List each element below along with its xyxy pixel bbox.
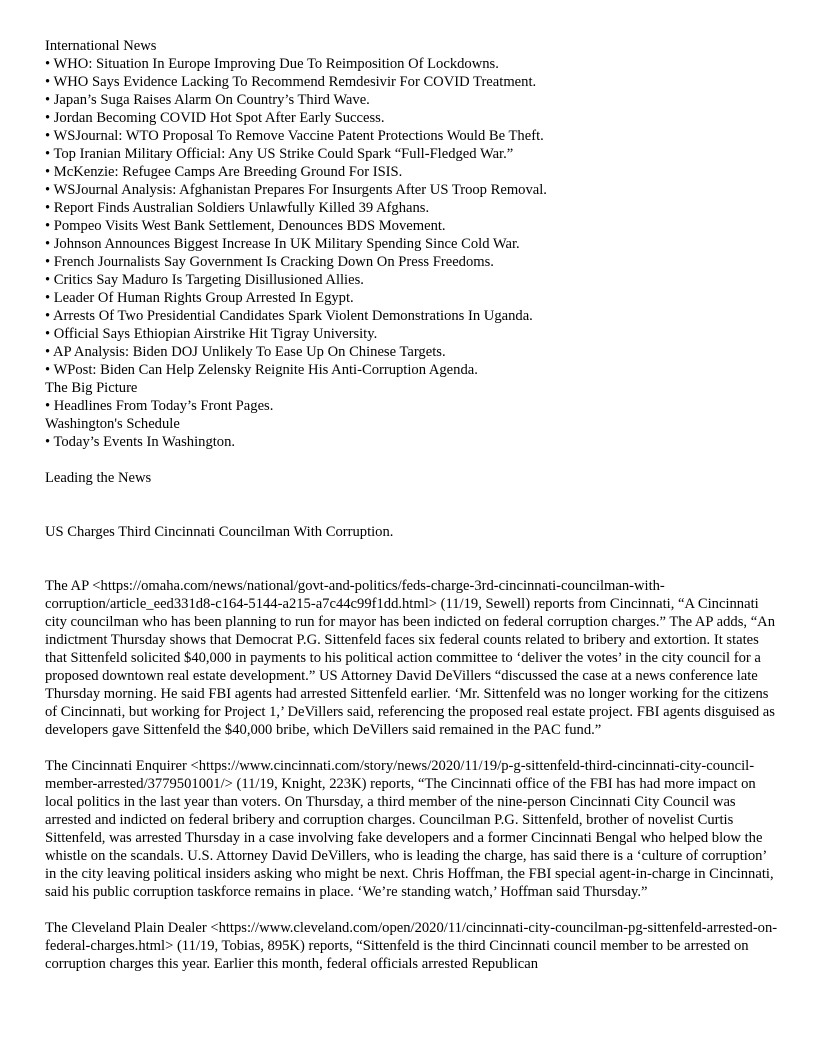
international-headline-list	[45, 55, 785, 379]
headline-item[interactable]: • McKenzie: Refugee Camps Are Breeding Ground For ISIS.	[45, 164, 403, 180]
section-heading-big-picture: The Big Picture	[45, 380, 138, 396]
headline-item[interactable]: • Headlines From Today’s Front Pages.	[45, 398, 274, 414]
headline-item[interactable]: • WSJournal Analysis: Afghanistan Prepares For Insurgents After US Troop Removal.	[45, 182, 547, 198]
section-heading-schedule: Washington's Schedule	[45, 416, 180, 432]
spacer	[45, 451, 785, 469]
spacer	[45, 739, 785, 757]
headline-item[interactable]: • Today’s Events In Washington.	[45, 434, 236, 450]
headline-item[interactable]: • WPost: Biden Can Help Zelensky Reignite His Anti-Corruption Agenda.	[45, 362, 478, 378]
headline-item[interactable]: • WHO Says Evidence Lacking To Recommend Remdesivir For COVID Treatment.	[45, 74, 537, 90]
story-title: US Charges Third Cincinnati Councilman With Corruption.	[45, 524, 394, 540]
headline-item[interactable]: • Report Finds Australian Soldiers Unlawfully Killed 39 Afghans.	[45, 200, 430, 216]
headline-item[interactable]: • Arrests Of Two Presidential Candidates Spark Violent Demonstrations In Uganda.	[45, 308, 533, 324]
headline-item[interactable]: • Japan’s Suga Raises Alarm On Country’s Third Wave.	[45, 92, 370, 108]
headline-item[interactable]: • WSJournal: WTO Proposal To Remove Vaccine Patent Protections Would Be Theft.	[45, 128, 544, 144]
section-heading-leading-news: Leading the News	[45, 470, 152, 486]
headline-item[interactable]: • WHO: Situation In Europe Improving Due To Reimposition Of Lockdowns.	[45, 56, 499, 72]
headline-item[interactable]: • Official Says Ethiopian Airstrike Hit Tigray University.	[45, 326, 378, 342]
headline-item[interactable]: • Leader Of Human Rights Group Arrested In Egypt.	[45, 290, 354, 306]
spacer	[45, 541, 785, 577]
headline-item[interactable]: • Top Iranian Military Official: Any US Strike Could Spark “Full-Fledged War.”	[45, 146, 514, 162]
spacer	[45, 901, 785, 919]
headline-item[interactable]: • Jordan Becoming COVID Hot Spot After Early Success.	[45, 110, 385, 126]
story-paragraph-enquirer: The Cincinnati Enquirer <https://www.cincinnati.com/story/news/2020/11/19/p-g-sittenfeld-third-cincinnati-city-council-member-arrested/3779501001/> (11/19, Knight, 223K) reports, “The Cincinnati office of the FBI has had more impact on local politics in the last year than voters. On Thursday, a third member of the nine-person Cincinnati City Council was arrested and indicted on federal bribery and corruption charges. Councilman P.G. Sittenfeld, brother of novelist Curtis Sittenfeld, was arrested Thursday in a case involving fake developers and a former Cincinnati Bengal who helped blow the whistle on the scandals. U.S. Attorney David DeVillers, who is leading the charge, has said there is a ‘culture of corruption’ in the city leaving political insiders asking who might be next. Chris Hoffman, the FBI special agent-in-charge in Cincinnati, said his public corruption taskforce remains in place. ‘We’re standing watch,’ Hoffman said Thursday.”	[45, 758, 774, 900]
spacer	[45, 487, 785, 523]
headline-item[interactable]: • Critics Say Maduro Is Targeting Disillusioned Allies.	[45, 272, 364, 288]
section-heading-international: International News	[45, 38, 157, 54]
headline-item[interactable]: • Pompeo Visits West Bank Settlement, Denounces BDS Movement.	[45, 218, 446, 234]
story-paragraph-ap: The AP <https://omaha.com/news/national/govt-and-politics/feds-charge-3rd-cincinnati-councilman-with-corruption/article_eed331d8-c164-5144-a215-a7c44c99f1dd.html> (11/19, Sewell) reports from Cincinnati, “A Cincinnati city councilman who has been planning to run for mayor has been indicted on federal corruption charges.” The AP adds, “An indictment Thursday shows that Democrat P.G. Sittenfeld faces six federal counts related to bribery and extortion. It states that Sittenfeld solicited $40,000 in payments to his political action committee to ‘deliver the votes’ in the city council for a proposed downtown real estate development.” US Attorney David DeVillers “discussed the case at a news conference late Thursday morning. He said FBI agents had arrested Sittenfeld earlier. ‘Mr. Sittenfeld was no longer working for the citizens of Cincinnati, but working for Project 1,’ DeVillers said, referencing the proposed real estate project. FBI agents disguised as developers gave Sittenfeld the $40,000 bribe, which DeVillers said remained in the PAC fund.”	[45, 578, 776, 738]
headline-item[interactable]: • French Journalists Say Government Is Cracking Down On Press Freedoms.	[45, 254, 494, 270]
headline-item[interactable]: • AP Analysis: Biden DOJ Unlikely To Ease Up On Chinese Targets.	[45, 344, 446, 360]
story-paragraph-plain-dealer: The Cleveland Plain Dealer <https://www.cleveland.com/open/2020/11/cincinnati-city-councilman-pg-sittenfeld-arrested-on-federal-charges.html> (11/19, Tobias, 895K) reports, “Sittenfeld is the third Cincinnati council member to be arrested on corruption charges this year. Earlier this month, federal officials arrested Republican	[45, 920, 778, 972]
headline-item[interactable]: • Johnson Announces Biggest Increase In UK Military Spending Since Cold War.	[45, 236, 520, 252]
document-page	[45, 37, 785, 973]
